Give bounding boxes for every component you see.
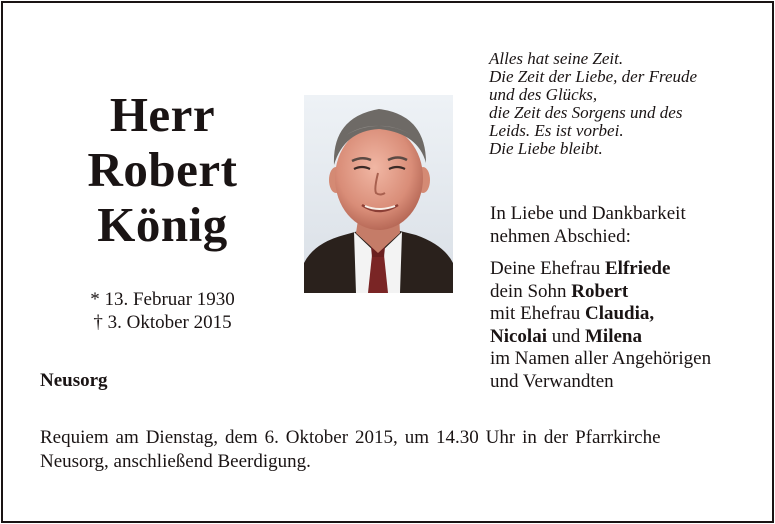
- portrait-icon: [304, 95, 453, 293]
- poem-line: Die Zeit der Liebe, der Freude: [489, 67, 698, 86]
- poem-line: und des Glücks,: [489, 85, 598, 104]
- requiem-line-1: Requiem am Dienstag, dem 6. Oktober 2015, um 14.30 Uhr in der Pfarrkirche: [40, 427, 661, 448]
- mourner-son-prefix: dein Sohn: [490, 280, 572, 302]
- mourners-list: [490, 258, 760, 393]
- farewell-line-2: nehmen Abschied:: [490, 225, 631, 247]
- mourner-son-wife-prefix: mit Ehefrau: [490, 303, 585, 324]
- requiem-line-2: Neusorg, anschließend Beerdigung.: [40, 450, 311, 472]
- poem-line: Leids. Es ist vorbei.: [489, 121, 624, 140]
- mourner-wife-name: Elfriede: [605, 258, 671, 279]
- mourner-relatives-1: im Namen aller Angehörigen: [490, 348, 712, 369]
- death-date: † 3. Oktober 2015: [93, 312, 232, 333]
- mourner-grandchildren: [490, 326, 760, 349]
- mourner-wife: [490, 258, 760, 281]
- poem-line: Alles hat seine Zeit.: [489, 49, 624, 68]
- mourner-wife-prefix: Deine Ehefrau: [490, 258, 605, 279]
- mourner-grandchild-1: Claudia,: [584, 303, 655, 324]
- mourner-son-name: Robert: [571, 280, 629, 302]
- mourner-grandchild-3: Milena: [585, 325, 642, 347]
- farewell-text: [490, 203, 760, 248]
- poem: [489, 50, 749, 158]
- town-name: Neusorg: [40, 370, 108, 391]
- farewell-line-1: In Liebe und Dankbarkeit: [490, 203, 686, 224]
- portrait-photo: [304, 95, 453, 293]
- mourner-grandchild-2: Nicolai: [490, 325, 547, 347]
- mourner-son: [490, 281, 760, 304]
- name-title: Herr: [109, 87, 216, 142]
- mourner-and: und: [547, 325, 585, 347]
- mourner-relatives-2: und Verwandten: [490, 370, 614, 392]
- requiem-notice: [40, 426, 740, 473]
- name-first: Robert: [87, 142, 238, 197]
- poem-line: Die Liebe bleibt.: [489, 139, 603, 158]
- mourner-son-wife: [490, 303, 760, 326]
- poem-line: die Zeit des Sorgens und des: [489, 103, 683, 122]
- birth-date: * 13. Februar 1930: [90, 289, 235, 310]
- name-last: König: [97, 197, 228, 252]
